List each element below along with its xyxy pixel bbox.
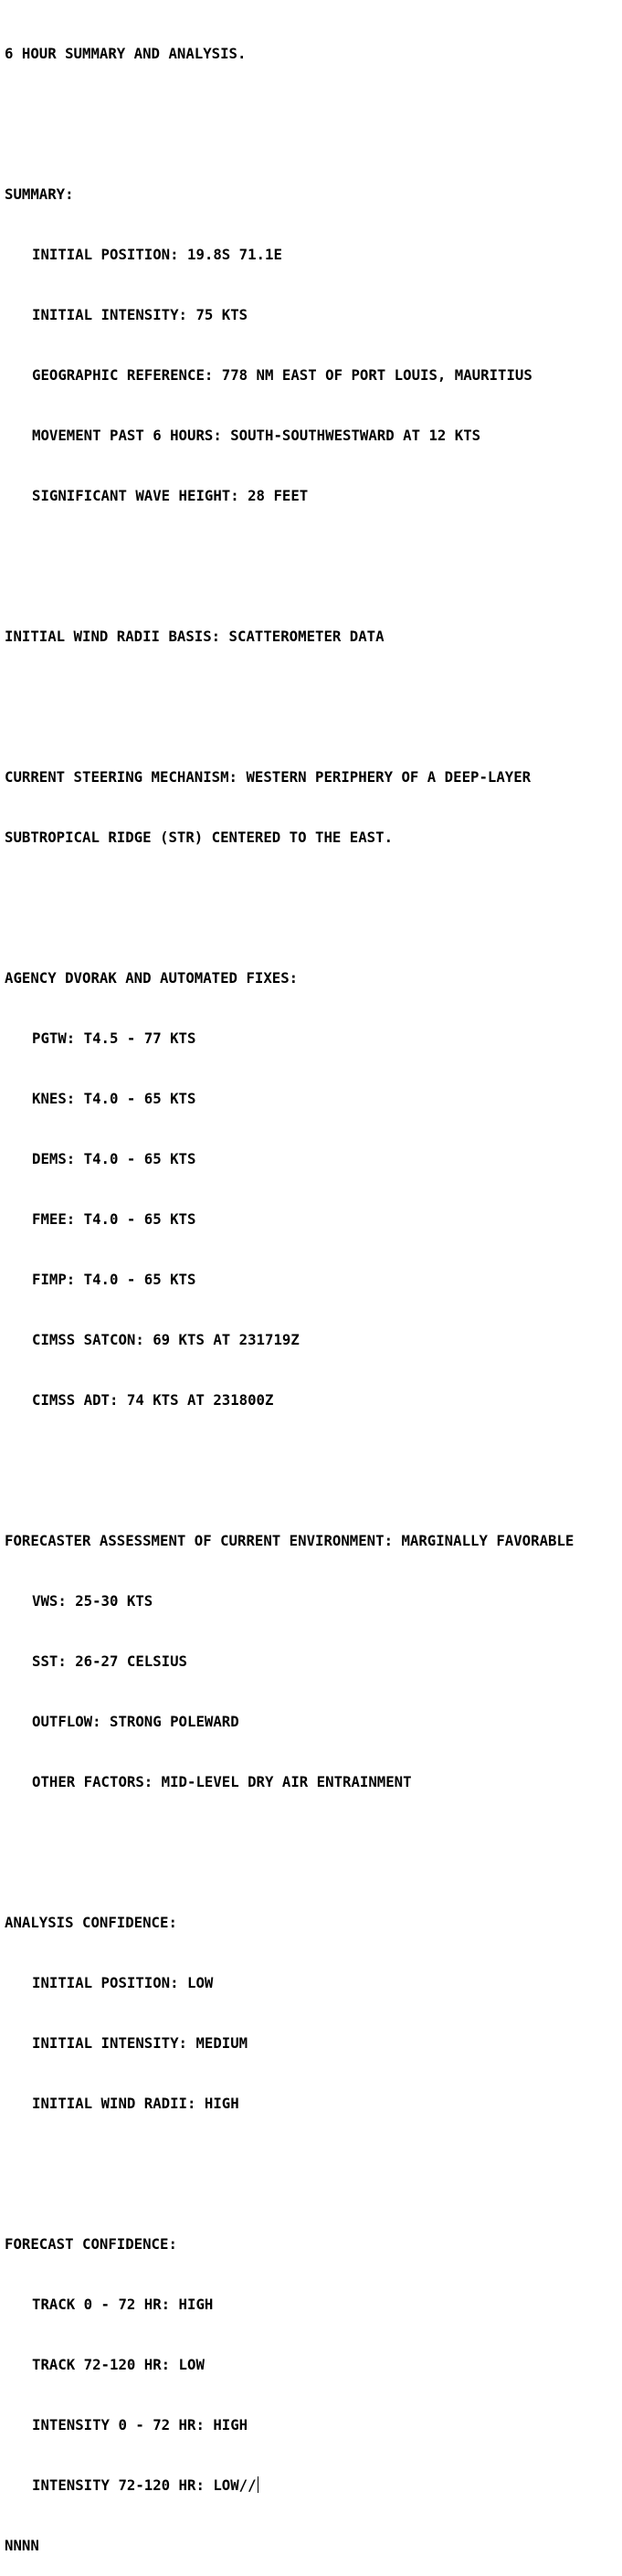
analysis-confidence-item: INITIAL WIND RADII: HIGH — [32, 2095, 239, 2112]
fix-item: KNES: T4.0 - 65 KTS — [32, 1090, 196, 1107]
analysis-confidence-item: INITIAL INTENSITY: MEDIUM — [32, 2034, 248, 2052]
forecast-confidence-heading: FORECAST CONFIDENCE: — [5, 2235, 177, 2253]
forecast-confidence-item: TRACK 72-120 HR: LOW — [32, 2356, 205, 2373]
fixes-heading: AGENCY DVORAK AND AUTOMATED FIXES: — [5, 969, 299, 987]
fix-item: DEMS: T4.0 - 65 KTS — [32, 1150, 196, 1167]
forecast-confidence-item-text: INTENSITY 72-120 HR: LOW// — [32, 2476, 257, 2494]
blank-line — [5, 1832, 618, 1853]
bulletin-document — [5, 4, 618, 2576]
fix-item: CIMSS SATCON: 69 KTS AT 231719Z — [32, 1331, 300, 1348]
blank-line — [5, 888, 618, 908]
end-marker: NNNN — [5, 2537, 39, 2554]
summary-heading: SUMMARY: — [5, 185, 74, 203]
environment-item: VWS: 25-30 KTS — [32, 1592, 153, 1610]
environment-heading: FORECASTER ASSESSMENT OF CURRENT ENVIRONMENT: MARGINALLY FAVORABLE — [5, 1532, 575, 1549]
fix-item: FMEE: T4.0 - 65 KTS — [32, 1210, 196, 1228]
environment-item: OUTFLOW: STRONG POLEWARD — [32, 1713, 239, 1730]
summary-wave-height: SIGNIFICANT WAVE HEIGHT: 28 FEET — [32, 487, 309, 504]
forecast-confidence-item: INTENSITY 0 - 72 HR: HIGH — [32, 2416, 248, 2433]
environment-item: SST: 26-27 CELSIUS — [32, 1652, 188, 1670]
summary-movement: MOVEMENT PAST 6 HOURS: SOUTH-SOUTHWESTWARD AT 12 KTS — [32, 427, 481, 444]
steering-line-1: CURRENT STEERING MECHANISM: WESTERN PERIPHERY OF A DEEP-LAYER — [5, 768, 532, 786]
blank-line — [5, 687, 618, 707]
wind-radii-basis: INITIAL WIND RADII BASIS: SCATTEROMETER DATA — [5, 628, 385, 645]
steering-line-2: SUBTROPICAL RIDGE (STR) CENTERED TO THE EAST. — [5, 829, 394, 846]
fix-item: FIMP: T4.0 - 65 KTS — [32, 1271, 196, 1288]
document-title: 6 HOUR SUMMARY AND ANALYSIS. — [5, 45, 247, 62]
blank-line — [5, 1451, 618, 1471]
blank-line — [5, 2154, 618, 2174]
analysis-confidence-heading: ANALYSIS CONFIDENCE: — [5, 1914, 177, 1931]
summary-initial-intensity: INITIAL INTENSITY: 75 KTS — [32, 306, 248, 323]
fix-item: CIMSS ADT: 74 KTS AT 231800Z — [32, 1391, 274, 1409]
analysis-confidence-item: INITIAL POSITION: LOW — [32, 1974, 214, 1991]
environment-item: OTHER FACTORS: MID-LEVEL DRY AIR ENTRAINMENT — [32, 1773, 412, 1790]
blank-line — [5, 104, 618, 124]
fix-item: PGTW: T4.5 - 77 KTS — [32, 1029, 196, 1047]
blank-line — [5, 546, 618, 566]
summary-initial-position: INITIAL POSITION: 19.8S 71.1E — [32, 246, 282, 263]
forecast-confidence-last-item[interactable] — [5, 2476, 618, 2496]
summary-geographic-reference: GEOGRAPHIC REFERENCE: 778 NM EAST OF PORT LOUIS, MAURITIUS — [32, 366, 532, 384]
forecast-confidence-item: TRACK 0 - 72 HR: HIGH — [32, 2296, 214, 2313]
